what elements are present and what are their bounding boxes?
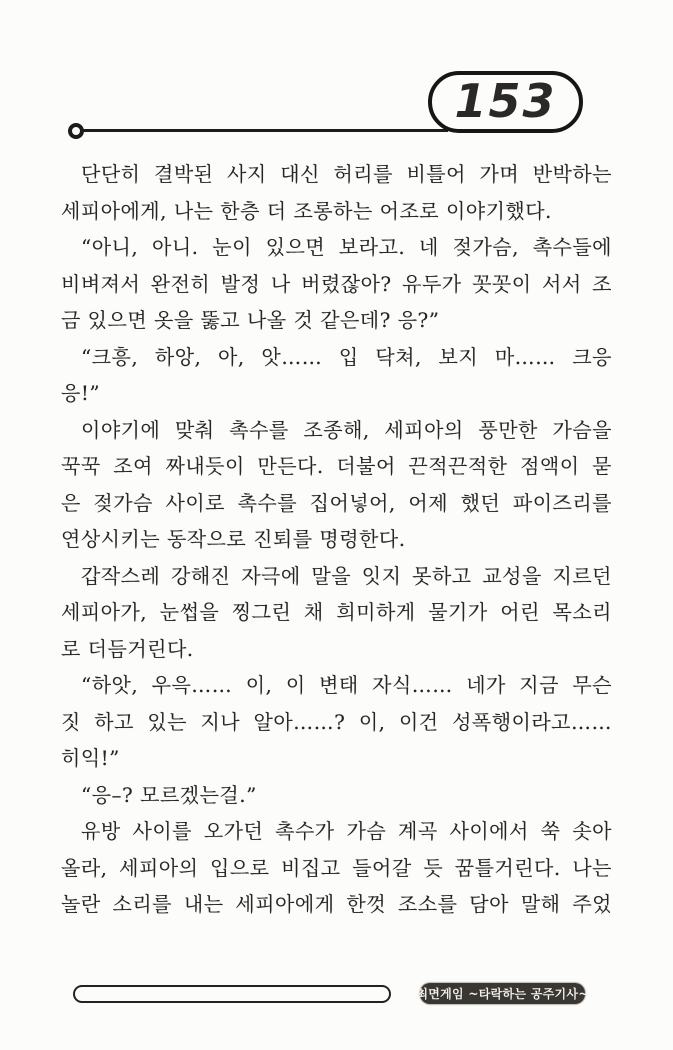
text-line: 히익!”: [61, 746, 120, 770]
text-line: 이야기에 맞춰 촉수를 조종해, 세피아의 풍만한 가슴을: [81, 417, 612, 442]
text-line: 로 더듬거린다.: [61, 636, 194, 661]
text-line: 짓 하고 있는 지나 알아……? 이, 이건 성폭행이라고……: [61, 709, 612, 734]
page-number-capsule: [428, 71, 583, 133]
text-line: 연상시키는 동작으로 진퇴를 명령한다.: [61, 527, 406, 551]
series-title: 최면게임 ~타락하는 공주기사~: [416, 986, 589, 1001]
footer-pill: [73, 985, 391, 1003]
page-number: 153: [454, 74, 557, 128]
text-line: 놀란 소리를 내는 세피아에게 한껏 조소를 담아 말해 주었: [61, 892, 612, 916]
text-line: “아니, 아니. 눈이 있으면 보라고. 네 젖가슴, 촉수들에: [81, 235, 612, 259]
body-text: [61, 156, 612, 923]
text-line: 응!”: [61, 381, 101, 405]
text-line: “응–? 모르겠는걸.”: [81, 782, 257, 807]
text-line: 세피아에게, 나는 한층 더 조롱하는 어조로 이야기했다.: [61, 198, 552, 223]
text-line: “크흥, 하앙, 아, 앗…… 입 닥쳐, 보지 마…… 크응: [81, 344, 612, 369]
header-rule-line: [78, 129, 448, 132]
text-line: 금 있으면 옷을 뚫고 나올 것 같은데? 응?”: [61, 308, 440, 332]
text-line: “하앗, 우윽…… 이, 이 변태 자식…… 네가 지금 무슨: [81, 673, 612, 697]
text-line: 올라, 세피아의 입으로 비집고 들어갈 듯 꿈틀거린다. 나는: [61, 855, 612, 880]
text-line: 세피아가, 눈썹을 찡그린 채 희미하게 물기가 어린 목소리: [61, 600, 612, 624]
text-line: 은 젖가슴 사이로 촉수를 집어넣어, 어제 했던 파이즈리를: [61, 490, 612, 515]
series-title-badge: [416, 983, 589, 1004]
header-rule-circle-icon: [68, 123, 84, 139]
text-line: 꾹꾹 조여 짜내듯이 만든다. 더불어 끈적끈적한 점액이 묻: [61, 454, 612, 478]
text-line: 갑작스레 강해진 자극에 말을 잇지 못하고 교성을 지르던: [81, 563, 612, 588]
text-line: 단단히 결박된 사지 대신 허리를 비틀어 가며 반박하는: [81, 162, 612, 186]
text-line: 유방 사이를 오가던 촉수가 가슴 계곡 사이에서 쑥 솟아: [81, 819, 612, 843]
text-line: 비벼져서 완전히 발정 나 버렸잖아? 유두가 꼿꼿이 서서 조: [61, 271, 612, 296]
